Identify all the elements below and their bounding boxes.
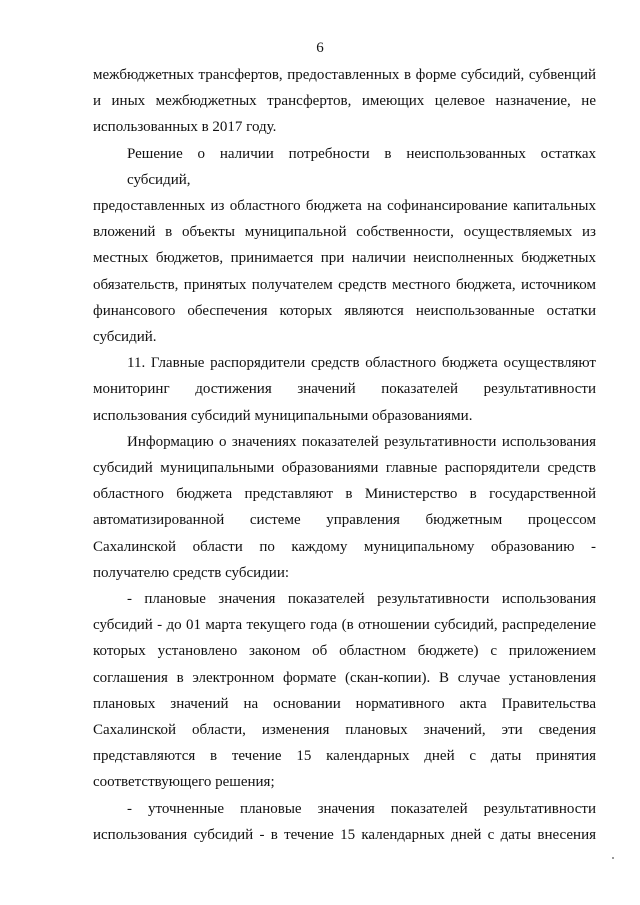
text-line: использования субсидий - в течение 15 календарных дней с даты внесения	[93, 826, 596, 843]
text-line: предоставленных из областного бюджета на софинансирование капитальных	[93, 198, 596, 215]
text-line: - уточненные плановые значения показателей результативности	[127, 800, 596, 817]
text-line: субсидий.	[93, 329, 157, 346]
text-line: использования субсидий муниципальными образованиями.	[93, 407, 473, 424]
text-line: - плановые значения показателей результативности использования	[127, 591, 596, 608]
text-line: использованных в 2017 году.	[93, 119, 277, 136]
document-body	[93, 62, 596, 848]
text-line: соответствующего решения;	[93, 774, 275, 791]
text-line: обязательств, принятых получателем средств местного бюджета, источником	[93, 276, 596, 293]
text-line: и иных межбюджетных трансфертов, имеющих целевое назначение, не	[93, 93, 596, 110]
text-line: автоматизированной системе управления бюджетным процессом	[93, 512, 596, 529]
text-line: областного бюджета представляют в Министерство в государственной	[93, 486, 596, 503]
text-line: Решение о наличии потребности в неиспользованных остатках субсидий,	[127, 145, 596, 188]
text-line: Сахалинской области, изменения плановых значений, эти сведения	[93, 722, 596, 739]
text-line: Сахалинской области по каждому муниципальному образованию -	[93, 538, 596, 555]
scan-speck	[612, 857, 614, 859]
text-line: вложений в объекты муниципальной собственности, осуществляемых из	[93, 224, 596, 241]
text-line: получателю средств субсидии:	[93, 564, 290, 581]
text-line: субсидий муниципальными образованиями главные распорядители средств	[93, 460, 596, 477]
text-line: субсидий - до 01 марта текущего года (в отношении субсидий, распределение	[93, 617, 596, 634]
text-line: местных бюджетов, принимается при наличии неисполненных бюджетных	[93, 250, 596, 267]
text-line: Информацию о значениях показателей результативности использования	[127, 433, 596, 450]
text-line: которых установлено законом об областном бюджете) с приложением	[93, 643, 596, 660]
text-line: соглашения в электронном формате (скан-копии). В случае установления	[93, 669, 596, 686]
page-number: 6	[316, 40, 324, 56]
text-line: финансового обеспечения которых являются неиспользованные остатки	[93, 302, 596, 319]
text-line: 11. Главные распорядители средств областного бюджета осуществляют	[127, 355, 596, 372]
text-line: межбюджетных трансфертов, предоставленных в форме субсидий, субвенций	[93, 67, 596, 83]
text-line: мониторинг достижения значений показателей результативности	[93, 381, 596, 398]
text-line: плановых значений на основании нормативного акта Правительства	[93, 695, 596, 712]
text-line: представляются в течение 15 календарных дней с даты принятия	[93, 748, 596, 765]
